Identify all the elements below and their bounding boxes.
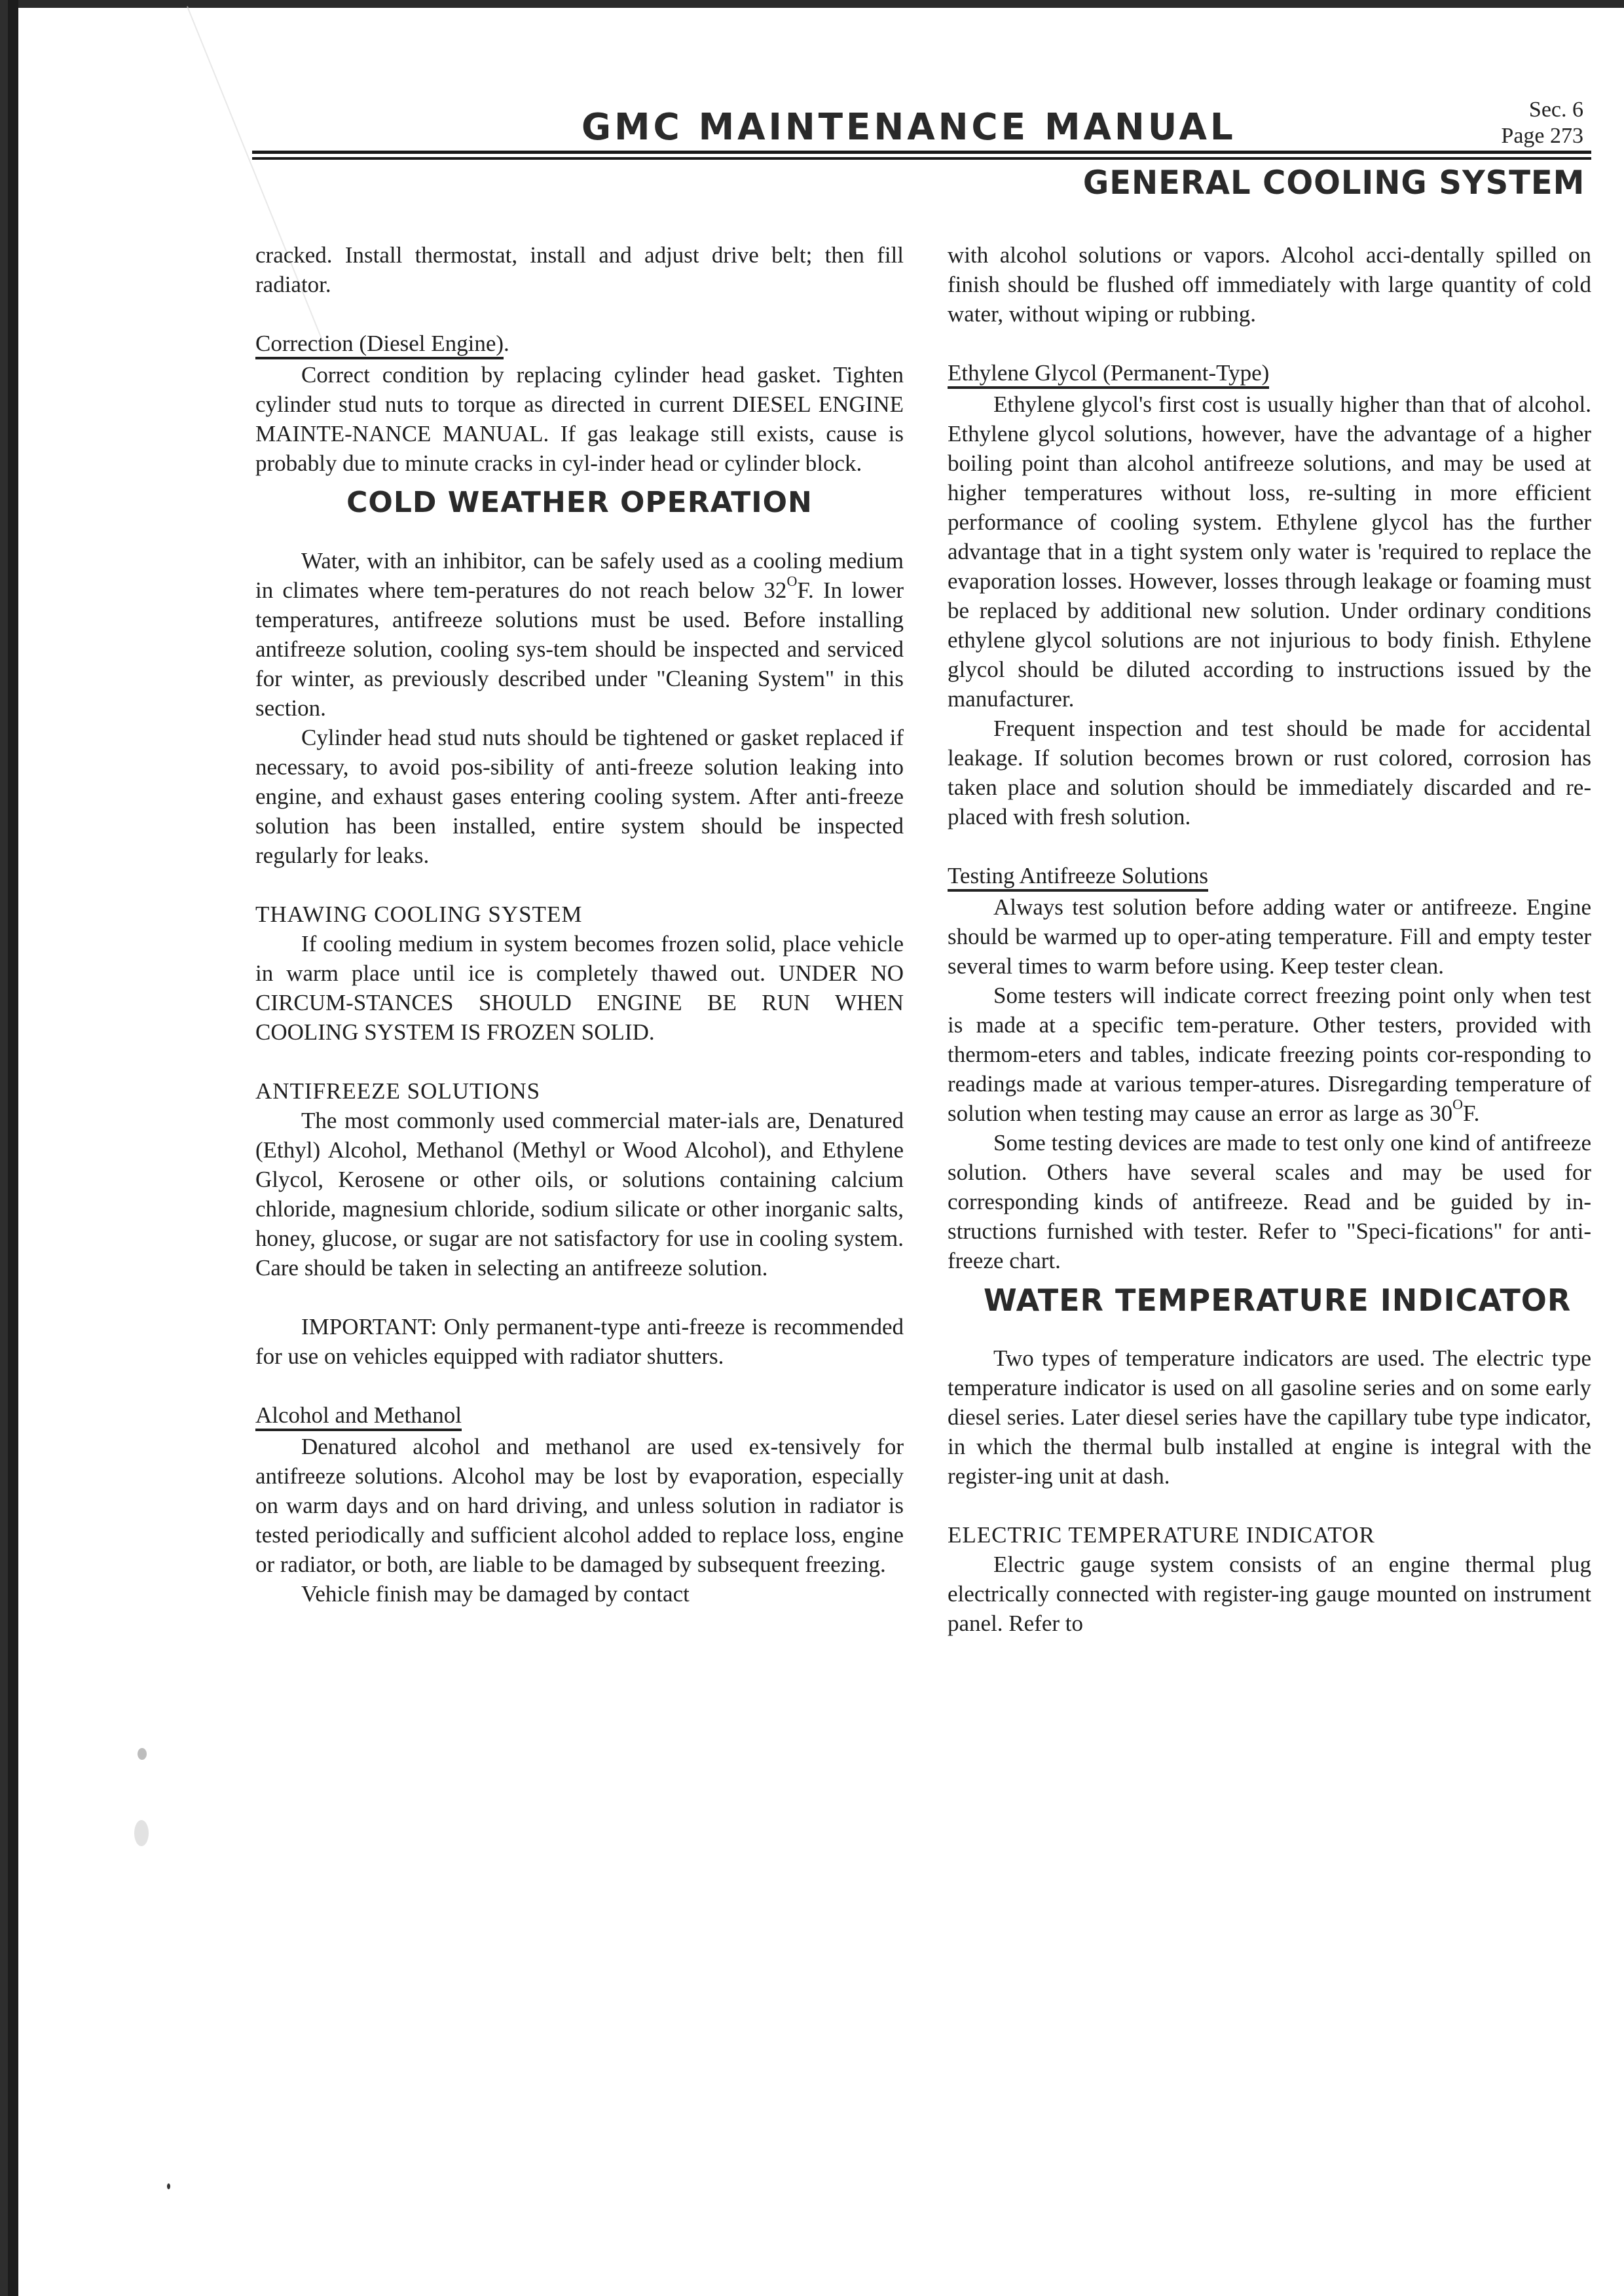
paragraph: Always test solution before adding water or antifreeze. Engine should be warmed up to oper-ating temperature. Fill and empty tester several times to warm before using. Keep tester clean. (948, 894, 1591, 979)
subheading-text: Correction (Diesel Engine) (255, 331, 504, 359)
header-rule (252, 151, 1591, 154)
stray-mark (134, 1820, 149, 1846)
subheading-text: Alcohol and Methanol (255, 1402, 462, 1431)
scan-border-top (0, 0, 1624, 8)
paragraph: Water, with an inhibitor, can be safely used as a cooling medium in climates where tem-peratures do not reach below $32^OF$. In lower temperatures, antifreeze solutions must be used. Before installing antifreeze solution, cooling sys-tem should be inspected and serviced for winter, as previously described under "Cleaning System" in this section. (255, 548, 904, 721)
subheading-correction: Correction (Diesel Engine). (255, 329, 904, 360)
section-number: Sec. 6 (1528, 98, 1583, 122)
paragraph: with alcohol solutions or vapors. Alcohol acci-dentally spilled on finish should be flushed off immediately with large quantity of cold water, without wiping or rubbing. (948, 242, 1591, 327)
subheading-alcohol-methanol (255, 1400, 904, 1432)
subheading-thawing: THAWING COOLING SYSTEM (255, 902, 583, 927)
left-column (255, 240, 904, 1609)
paragraph: Correct condition by replacing cylinder head gasket. Tighten cylinder stud nuts to torque as directed in current DIESEL ENGINE MAINTE-NANCE MANUAL. If gas leakage still exists, cause is probably due to minute cracks in cyl-inder head or cylinder block. (255, 362, 904, 476)
section-page-label (1501, 97, 1583, 149)
paragraph: Ethylene glycol's first cost is usually higher than that of alcohol. Ethylene glycol solutions, however, have the advantage of a higher boiling point than alcohol antifreeze solutions, and may be used at higher temperatures without loss, re-sulting in more efficient performance of cooling system. Ethylene glycol has the further advantage that in a tight system only water is 'required to replace the evaporation losses. However, losses through leakage or foaming must be replaced by additional new solution. Under ordinary conditions ethylene glycol solutions are not injurious to body finish. Ethylene glycol should be diluted according to instructions issued by the manufacturer. (948, 392, 1591, 712)
paragraph: Two types of temperature indicators are used. The electric type temperature indicator is used on all gasoline series and on some early diesel series. Later diesel series have the capillary tube type indicator, in which the thermal bulb installed at engine is integral with the register-ing unit at dash. (948, 1345, 1591, 1489)
paragraph: Frequent inspection and test should be made for accidental leakage. If solution becomes brown or rust colored, corrosion has taken place and solution should be immediately discarded and re-placed with fresh solution. (948, 716, 1591, 829)
heading-water-temperature-indicator: WATER TEMPERATURE INDICATOR (984, 1283, 1572, 1318)
paragraph: Vehicle finish may be damaged by contact (301, 1581, 690, 1607)
scan-border-left (0, 0, 18, 2296)
subheading-electric-temperature-indicator: ELECTRIC TEMPERATURE INDICATOR (948, 1522, 1375, 1548)
header-rule (252, 157, 1591, 160)
subheading-text: Ethylene Glycol (Permanent-Type) (948, 360, 1269, 389)
paragraph: Denatured alcohol and methanol are used ex-tensively for antifreeze solutions. Alcohol may be lost by evaporation, especially on warm days and on hard driving, and unless solution in radiator is tested periodically and sufficient alcohol added to replace loss, engine or radiator, or both, are liable to be damaged by subsequent freezing. (255, 1434, 904, 1577)
subheading-antifreeze-solutions: ANTIFREEZE SOLUTIONS (255, 1078, 541, 1104)
stray-mark (167, 2183, 170, 2189)
paragraph: Some testers will indicate correct freezing point only when test is made at a specific tem-perature. Other testers, provided with thermom-eters and tables, indicate freezing points cor-responding to readings made at various temper-atures. Disregarding temperature of solution when testing may cause an error as large as $30^OF$. (948, 983, 1591, 1126)
paragraph: cracked. Install thermostat, install and adjust drive belt; then fill radiator. (255, 242, 904, 297)
stray-mark (138, 1748, 147, 1760)
right-column (948, 240, 1591, 1638)
paragraph: Some testing devices are made to test only one kind of antifreeze solution. Others have several scales and may be used for corresponding kinds of antifreeze. Read and be guided by in-structions furnished with tester. Refer to "Speci-fications" for anti-freeze chart. (948, 1130, 1591, 1273)
paragraph: If cooling medium in system becomes frozen solid, place vehicle in warm place until ice is completely thawed out. UNDER NO CIRCUM-STANCES SHOULD ENGINE BE RUN WHEN COOLING SYSTEM IS FROZEN SOLID. (255, 931, 904, 1045)
important-note: IMPORTANT: Only permanent-type anti-freeze is recommended for use on vehicles equipped with radiator shutters. (255, 1314, 904, 1369)
paragraph: Cylinder head stud nuts should be tightened or gasket replaced if necessary, to avoid pos-sibility of anti-freeze solution leaking into engine, and exhaust gases entering cooling system. After anti-freeze solution has been installed, entire system should be inspected regularly for leaks. (255, 725, 904, 868)
paragraph: The most commonly used commercial mater-ials are, Denatured (Ethyl) Alcohol, Methanol (Methyl or Wood Alcohol), and Ethylene Glycol, Kerosene or other oils, or solutions containing calcium chloride, magnesium chloride, sodium silicate or other inorganic salts, honey, glucose, or sugar are not satisfactory for use in cooling system. Care should be taken in selecting an antifreeze solution. (255, 1108, 904, 1281)
subheading-ethylene-glycol (948, 358, 1591, 390)
subheading-testing-antifreeze (948, 861, 1591, 892)
section-title: GENERAL COOLING SYSTEM (1082, 164, 1585, 202)
heading-cold-weather-operation: COLD WEATHER OPERATION (346, 486, 813, 519)
page-number: Page 273 (1501, 124, 1583, 148)
manual-title: GMC MAINTENANCE MANUAL (581, 106, 1236, 149)
subheading-text: Testing Antifreeze Solutions (948, 863, 1208, 892)
paragraph: Electric gauge system consists of an engine thermal plug electrically connected with register-ing gauge mounted on instrument panel. Refer to (948, 1552, 1591, 1636)
